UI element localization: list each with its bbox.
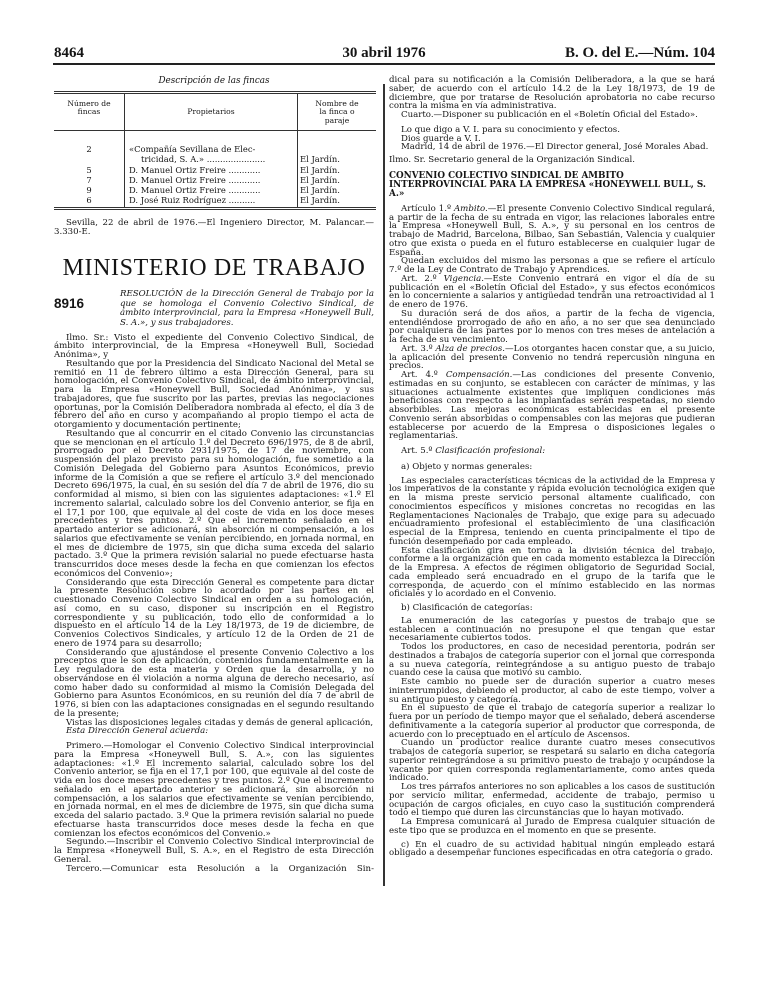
article-title: Vigencia. bbox=[443, 273, 484, 284]
finca-number: 2 bbox=[86, 144, 92, 154]
finca-paraje: El Jardín. bbox=[300, 174, 340, 185]
paragraph: Vistas las disposiciones legales citadas y demás de general aplicación, bbox=[66, 717, 374, 728]
article-text: —Los otorgantes hacen constar que, a su juicio, la aplicación del presente Convenio no tendrá repercusión ninguna en precios. bbox=[389, 343, 715, 372]
paragraph: Considerando que ajustándose el presente Convenio Colectivo a los preceptos que le son de aplicación, contenidos fundamentalmente en la Ley reguladora de esta materia y Orden que la desarrolla, y no observándose en él violación a norma alguna de derecho necesario, así como haber dado su conformidad al mismo la Comisión Delegada del Gobierno para Asuntos Económicos, en su reunión del día 7 de abril de 1976, si bien con las adaptaciones consignadas en el segundo resultando de la presente; bbox=[54, 647, 374, 719]
closing-line: Lo que digo a V. I. para su conocimiento y efectos. bbox=[401, 124, 620, 135]
column-header: Nombre de la finca o paraje bbox=[315, 99, 359, 125]
table-row bbox=[54, 195, 376, 208]
table-row bbox=[54, 185, 376, 195]
paragraph: Resultando que al concurrir en el citado Convenio las circunstancias que se mencionan en el artículo 1.º del Decreto 696/1975, de 8 de abril, prorrogado por el Decreto 2931/1975, de 17 de noviembre, con suspensión del plazo previsto para su homologación, fue sometido a la Comisión Delegada del Gobierno para Asuntos Económicos, previo informe de la Comisión a que se refiere el artículo 3.º del mencionado Decreto 696/1975, la cual, en su sesión del día 7 de abril de 1976, dio su conformidad al mismo, si bien con las siguientes adaptaciones: «1.º El incremento salarial, calculado sobre los del Convenio anterior, se fija en el 17,1 por 100, que equivale al del coste de vida en los doce meses precedentes y tres puntos. 2.º Que el incremento señalado en el apartado anterior se adicionará, sin absorción ni compensación, a los salarios que efectivamente se venían percibiendo, en jornada normal, en el mes de diciembre de 1975, sin que dicha suma exceda del salario pactado. 3.º Que la primera revisión salarial no puede efectuarse hasta transcurridos doce meses desde la fecha en que comienzan los efectos económicos del Convenio»; bbox=[54, 428, 374, 579]
ministry-heading: MINISTERIO DE TRABAJO bbox=[62, 255, 366, 282]
section-c: c) En el cuadro de su actividad habitual ningún empleado estará obligado a desempeñar funciones especificadas en otra categoría o grado. bbox=[389, 839, 715, 859]
addressee bbox=[389, 156, 715, 165]
paragraph: Cuando un productor realice durante cuatro meses consecutivos trabajos de categoría superior, se respetará su salario en dicha categoría superior reintegrándose a su primitivo puesto de trabajo y ocupándose la vacante por quien corresponda reglamentariamente, como antes queda indicado. bbox=[389, 738, 715, 784]
owner-line: «Compañía Sevillana de Elec- bbox=[129, 144, 256, 154]
finca-paraje: El Jardín. bbox=[300, 185, 340, 196]
section-b-heading: b) Clasificación de categorías: bbox=[401, 603, 533, 613]
finca-number: 6 bbox=[86, 195, 92, 206]
resolution-continuation bbox=[389, 76, 715, 120]
finca-number: 5 bbox=[86, 164, 92, 175]
finca-owner: D. José Ruiz Rodríguez .......... bbox=[125, 195, 298, 208]
paragraph: La enumeración de las categorías y puestos de trabajo que se establecen a continuación no presupone el que tengan que estar necesariamente cubiertos todos. bbox=[389, 615, 715, 644]
column-divider bbox=[383, 84, 385, 886]
fincas-title: Descripción de las fincas bbox=[158, 76, 270, 86]
closing-line: Madrid, 14 de abril de 1976.—El Director general, José Morales Abad. bbox=[401, 142, 709, 153]
article-number: Art. 3.º bbox=[401, 343, 433, 354]
convenio-heading: CONVENIO COLECTIVO SINDICAL DE AMBITO INTERPROVINCIAL PARA LA EMPRESA «HONEYWELL BULL, S. A.» bbox=[389, 170, 706, 199]
table-row bbox=[54, 154, 376, 164]
article-5-heading bbox=[389, 447, 715, 456]
resolution-dispositions bbox=[54, 742, 374, 873]
resolution-header bbox=[54, 290, 374, 328]
page-number: 8464 bbox=[54, 45, 84, 61]
article-text: —Las condiciones del presente Convenio, estimadas en su conjunto, se establecen con carácter de mínimas, y las situaciones actualmente existentes que impliquen condiciones más beneficiosas con respecto a las implantadas serán respetadas, no siendo absorbibles. Las mejoras económicas establecidas en el presente Convenio serán absorbidas o compensables con las mejoras que pudieran establecerse por acuerdo de la Empresa o disposiciones legales o reglamentarias. bbox=[389, 370, 716, 442]
article-text: —Este Convenio entrará en vigor el día de su publicación en el «Boletín Oficial del Estado», y sus efectos económicos en lo concerniente a salarios y antigüedad tendrán una retroactividad al 1 de enero de 1976. bbox=[389, 273, 715, 310]
paragraph: La Empresa comunicará al Jurado de Empresa cualquier situación de este tipo que se produzca en el momento en que se presente. bbox=[389, 817, 715, 836]
paragraph-segundo: Segundo.—Inscribir el Convenio Colectivo Sindical interprovincial de la Empresa «Honeywell Bull, S. A.», en el Registro de esta Dirección General. bbox=[54, 837, 374, 865]
paragraph: dical para su notificación a la Comisión Deliberadora, a la que se hará saber, de acuerdo con el artículo 14.2 de la Ley 18/1973, de 19 de diciembre, que por tratarse de Resolución aprobatoria no cabe recurso contra la misma en vía administrativa. bbox=[389, 75, 715, 112]
finca-owner: D. Manuel Ortiz Freire ............ bbox=[125, 175, 298, 185]
article-title: Clasificación profesional: bbox=[435, 446, 546, 456]
resolution-body bbox=[54, 334, 374, 737]
article-number: Artículo 1.º bbox=[401, 203, 451, 214]
paragraph: Los tres párrafos anteriores no son aplicables a los casos de sustitución por servicio militar, enfermedad, accidente de trabajo, permiso u ocupación de cargos oficiales, en cuyo caso la sustitución comprenderá todo el tiempo que duren las circunstancias que lo hayan motivado. bbox=[389, 782, 715, 819]
article-4 bbox=[389, 371, 715, 441]
paragraph: Esta Dirección General acuerda: bbox=[66, 726, 209, 737]
fincas-table bbox=[54, 91, 376, 210]
finca-paraje: El Jardín. bbox=[300, 164, 340, 175]
paragraph: Las especiales características técnicas de la actividad de la Empresa y los imperativos de la constante y rápida evolución tecnológica exigen que en la misma preste servicio personal altamente cualificado, con conocimientos específicos y misiones concretas no recogidas en las Reglamentaciones Nacionales de Trabajo, que exige para su adecuado encuadramiento profesional el establecimiento de una clasificación especial de la Empresa, teniendo en cuenta principalmente el tipo de función desempeñado por cada empleado. bbox=[389, 475, 715, 547]
column-header: Número de fincas bbox=[67, 99, 111, 117]
left-column bbox=[54, 76, 374, 873]
right-column bbox=[389, 76, 715, 858]
column-header: Propietarios bbox=[125, 93, 298, 131]
table-row bbox=[54, 175, 376, 185]
convenio-articles bbox=[389, 205, 715, 441]
paragraph: Esta clasificación gira en torno a la división técnica del trabajo, conforme a la organización que en cada momento establezca la Dirección de la Empresa. A efectos de régimen obligatorio de Seguridad Social, cada empleado será encuadrado en el grupo de la tarifa que le corresponda, de acuerdo con el mínimo establecido en las normas oficiales y lo acordado en el Convenio. bbox=[389, 545, 715, 600]
finca-owner: D. Manuel Ortiz Freire ............ bbox=[125, 165, 298, 175]
paragraph-tercero: Tercero.—Comunicar esta Resolución a la Organización Sin- bbox=[66, 863, 374, 874]
article-3 bbox=[389, 345, 715, 371]
article-number: Art. 4.º bbox=[401, 370, 438, 380]
article-title: Compensación. bbox=[445, 370, 513, 380]
closing bbox=[389, 126, 715, 152]
publication-number: B. O. del E.—Núm. 104 bbox=[564, 45, 715, 61]
article-number: Art. 5.º bbox=[401, 446, 433, 456]
addressee-text: Ilmo. Sr. Secretario general de la Organización Sindical. bbox=[389, 155, 636, 165]
finca-owner bbox=[125, 131, 298, 155]
article-title: Alza de precios. bbox=[435, 343, 505, 354]
section-b bbox=[389, 604, 715, 858]
finca-number: 7 bbox=[86, 174, 92, 185]
header-rule bbox=[53, 63, 715, 65]
paragraph: Todos los productores, en caso de necesidad perentoria, podrán ser destinados a trabajos de categoría superior con el jornal que corresponda a su nueva categoría, reintegrándose a su antiguo puesto de trabajo cuando cese la causa que motivó su cambio. bbox=[389, 642, 715, 679]
table-row bbox=[54, 165, 376, 175]
finca-paraje: El Jardín. bbox=[300, 154, 340, 165]
resolution-title: RESOLUCIÓN de la Dirección General de Trabajo por la que se homologa el Convenio Colectivo Sindical, de ámbito interprovincial, para la Empresa «Honeywell Bull, S. A.», y sus trabajadores. bbox=[120, 289, 374, 329]
article-5 bbox=[389, 447, 715, 599]
paragraph: Ilmo. Sr.: Visto el expediente del Convenio Colectivo Sindical, de ámbito interprovincial, de la Empresa «Honeywell Bull, Sociedad Anónima», y bbox=[54, 332, 374, 361]
finca-paraje: El Jardín. bbox=[300, 195, 340, 206]
issue-date: 30 abril 1976 bbox=[342, 45, 426, 61]
article-number: Art. 2.º bbox=[401, 273, 437, 284]
paragraph: En el supuesto de que el trabajo de categoría superior a realizar lo fuera por un período de tiempo mayor que el señalado, deberá ascenderse definitivamente a la categoría superior al productor que corresponda, de acuerdo con lo preceptuado en el artículo de Ascensos. bbox=[389, 703, 715, 740]
paragraph: Su duración será de dos años, a partir de la fecha de vigencia, entendiéndose prorrogado de año en año, a no ser que sea denunciado por cualquiera de las partes por lo menos con tres meses de antelación a la fecha de su vencimiento. bbox=[389, 308, 715, 345]
resolution-number: 8916 bbox=[54, 296, 85, 312]
article-2 bbox=[389, 275, 715, 310]
finca-owner: D. Manuel Ortiz Freire ............ bbox=[125, 185, 298, 195]
paragraph: Considerando que esta Dirección General es competente para dictar la presente Resolución sobre lo acordado por las partes en el cuestionado Convenio Colectivo Sindical en orden a su homologación, así como, en su caso, disponer su inscripción en el Registro correspondiente y su publicación, todo ello de conformidad a lo dispuesto en el artículo 14 de la Ley 18/1973, de 19 de diciembre, de Convenios Colectivos Sindicales, y artículo 12 de la Orden de 21 de enero de 1974 para su desarrollo; bbox=[54, 577, 374, 649]
finca-owner: tricidad, S. A.» ...................... bbox=[125, 154, 298, 164]
paragraph-cuarto: Cuarto.—Disponer su publicación en el «Boletín Oficial del Estado». bbox=[401, 110, 698, 120]
signature-text: Sevilla, 22 de abril de 1976.—El Ingeniero Director, M. Palancar.—3.330-E. bbox=[54, 217, 374, 237]
table-row bbox=[54, 131, 376, 155]
closing-line: Dios guarde a V. I. bbox=[401, 133, 481, 144]
section-a-heading: a) Objeto y normas generales: bbox=[401, 461, 533, 472]
paragraph: Quedan excluidos del mismo las personas a que se refiere el artículo 7.º de la Ley de Contrato de Trabajo y Aprendices. bbox=[389, 256, 715, 275]
paragraph: Este cambio no puede ser de duración superior a cuatro meses ininterrumpidos, debiendo el productor, al cabo de este tiempo, volver a su antiguo puesto y categoría. bbox=[389, 677, 715, 705]
fincas-signature bbox=[54, 219, 374, 237]
article-1 bbox=[389, 205, 715, 258]
finca-number: 9 bbox=[86, 185, 92, 196]
article-title: Ambito. bbox=[453, 203, 488, 214]
article-text: —El presente Convenio Colectivo Sindical regulará, a partir de la fecha de su entrada en vigor, las relaciones laborales entre la Empresa «Honeywell Bull, S. A.», y su personal en los centros de trabajo de Madrid, Barcelona, Bilbao, San Sebastián, Valencia y cualquier otro que exista o pueda en el futuro establecerse en cualquier lugar de España. bbox=[389, 203, 715, 258]
paragraph: Resultando que por la Presidencia del Sindicato Nacional del Metal se remitió en 11 de febrero último a esta Dirección General, para su homologación, el Convenio Colectivo Sindical, de ámbito interprovincial, para la Empresa «Honeywell Bull, Sociedad Anónima», y sus trabajadores, que fue suscrito por las partes, previas las negociaciones oportunas, por la Comisión Deliberadora nombrada al efecto, el día 3 de febrero del año en curso y acompañando al propio tiempo el acta de otorgamiento y documentación pertinente; bbox=[54, 358, 374, 431]
paragraph-primero: Primero.—Homologar el Convenio Colectivo Sindical interprovincial para la Empresa «Honeywell Bull, S. A.», con las siguientes adaptaciones: «1.º El incremento salarial, calculado sobre los del Convenio anterior, se fija en el 17,1 por 100, que equivale al del coste de vida en los doce meses precedentes y tres puntos. 2.º Que el incremento señalado en el apartado anterior se adicionará, sin absorción ni compensación, a los salarios que efectivamente se venían percibiendo, en jornada normal, en el mes de diciembre de 1975, sin que dicha suma exceda del salario pactado. 3.º Que la primera revisión salarial no puede efectuarse hasta transcurridos doce meses desde la fecha en que comienzan los efectos económicos del Convenio.» bbox=[54, 741, 374, 839]
